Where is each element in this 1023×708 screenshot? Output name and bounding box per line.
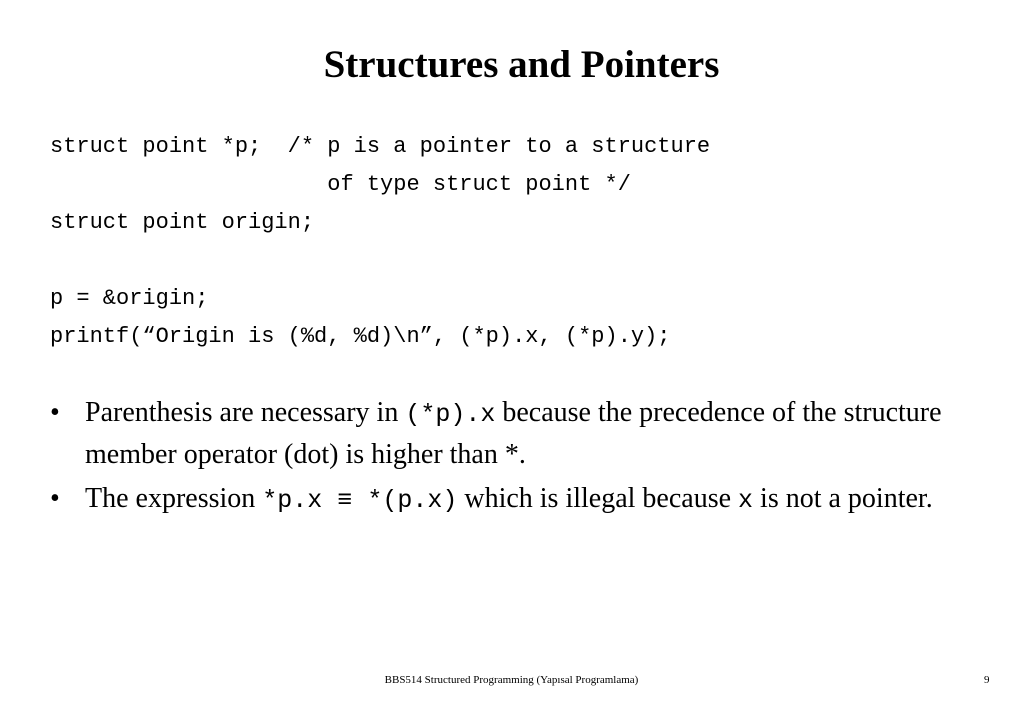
bullet-marker: • [50,397,60,428]
bullet-text: Parenthesis are necessary in [85,397,406,428]
slide-title: Structures and Pointers [323,43,720,86]
bullet-item [50,479,980,521]
bullet-text: because the precedence of the structure member operator (dot) is higher than *. [85,397,942,470]
inline-code: *p.x ≡ *(p.x) [262,486,458,515]
bullet-list [50,393,980,525]
slide-footer: BBS514 Structured Programming (Yapısal Programlama) [384,674,639,686]
page-number: 9 [984,674,990,686]
bullet-text: is not a pointer. [753,483,933,514]
code-line: of type struct point */ [50,172,631,197]
code-line [50,242,710,280]
bullet-item [50,393,980,475]
code-line: struct point origin; [50,210,315,235]
bullet-text: which is illegal because [457,483,739,514]
code-line: struct point *p; /* p is a pointer to a structure [50,134,711,159]
code-line: printf(“Origin is (%d, %d)\n”, (*p).x, (*p).y); [50,324,671,349]
inline-code: (*p).x [405,400,496,429]
inline-code: x [738,486,754,515]
code-block [50,128,710,356]
bullet-text: The expression [85,483,263,514]
bullet-marker: • [50,483,60,514]
code-line: p = &origin; [50,286,209,311]
